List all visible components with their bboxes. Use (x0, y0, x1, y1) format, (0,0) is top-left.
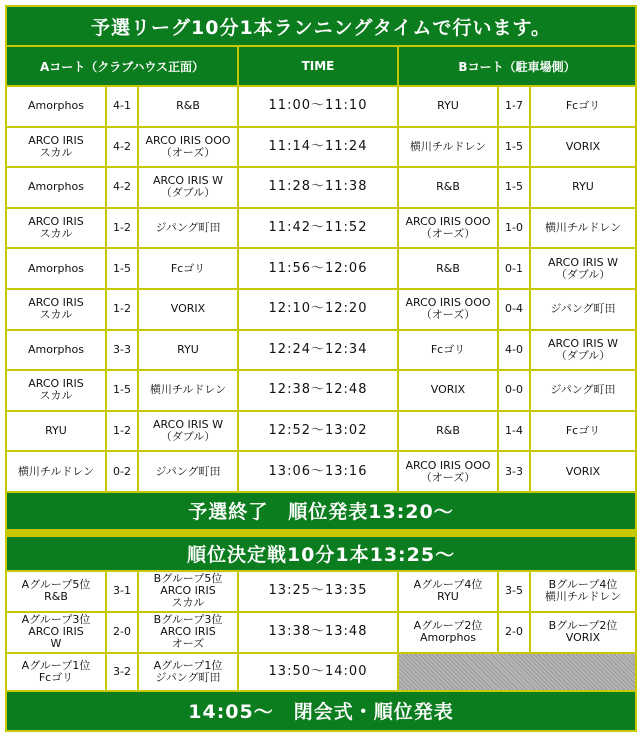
court-b-score: 3-3 (498, 451, 530, 492)
court-a-score: 1-5 (106, 370, 138, 411)
court-b-away-team-line: （ダブル） (555, 267, 611, 281)
court-a-score: 3-3 (106, 330, 138, 371)
court-a-home-team-line: Amorphos (28, 180, 84, 194)
court-a-away-team (138, 289, 238, 330)
court-b-home-team-line: （オーズ） (420, 227, 476, 241)
court-b-home-team (398, 248, 498, 289)
court-b-away-team-line: RYU (572, 180, 594, 194)
match-row (6, 451, 636, 492)
court-a-away-team-line: オーズ (171, 637, 205, 651)
court-a-away-team-line: スカル (171, 596, 205, 610)
match-row (6, 248, 636, 289)
court-b-away-team-line: 横川チルドレン (544, 590, 622, 604)
court-a-score: 1-2 (106, 208, 138, 249)
match-time: 11:28～11:38 (238, 167, 398, 208)
match-time: 13:50～14:00 (238, 653, 398, 691)
court-b-away-team-line: Bグループ2位 (548, 619, 618, 633)
court-a-home-team-line: 横川チルドレン (17, 464, 95, 478)
match-row (6, 411, 636, 452)
court-a-home-team-line: R&B (44, 590, 68, 604)
court-a-away-team (138, 451, 238, 492)
court-a-home-team-line: スカル (39, 145, 73, 159)
court-a-home-team (6, 571, 106, 612)
court-b-score: 0-4 (498, 289, 530, 330)
court-a-away-team-line: ジパング町田 (155, 464, 221, 478)
court-b-away-team (530, 208, 636, 249)
court-b-score: 1-7 (498, 86, 530, 127)
match-row (6, 208, 636, 249)
court-b-away-team-line: Fcゴリ (565, 99, 601, 113)
court-b-home-team (398, 167, 498, 208)
court-a-home-team-line: Amorphos (28, 99, 84, 113)
court-a-home-team-line: ARCO IRIS (28, 377, 84, 391)
court-a-home-team-line: Aグループ3位 (21, 613, 91, 627)
court-a-home-team-line: Aグループ5位 (21, 578, 91, 592)
court-a-home-team-line: スカル (39, 227, 73, 241)
court-a-away-team (138, 653, 238, 691)
court-b-home-team (398, 571, 498, 612)
court-a-home-team-line: Aグループ1位 (21, 658, 91, 672)
court-a-away-team-line: ARCO IRIS (160, 625, 216, 639)
court-b-score: 0-0 (498, 370, 530, 411)
match-time: 12:10～12:20 (238, 289, 398, 330)
court-a-home-team-line: ARCO IRIS (28, 625, 84, 639)
court-a-away-team-line: ARCO IRIS (160, 584, 216, 598)
match-row (6, 127, 636, 168)
court-b-home-team-line: R&B (436, 424, 460, 438)
court-a-away-team-line: ARCO IRIS W (153, 418, 223, 432)
court-b-home-team-line: 横川チルドレン (409, 139, 487, 153)
match-row (6, 167, 636, 208)
court-b-home-team-line: R&B (436, 261, 460, 275)
court-b-away-team-line: ジパング町田 (550, 383, 616, 397)
court-a-away-team-line: Aグループ1位 (153, 658, 223, 672)
court-b-home-team (398, 127, 498, 168)
court-a-away-team-line: （ダブル） (160, 430, 216, 444)
match-time: 13:06～13:16 (238, 451, 398, 492)
court-b-home-team-line: ARCO IRIS OOO (405, 215, 491, 229)
court-b-home-team-line: ARCO IRIS OOO (405, 458, 491, 472)
court-a-away-team (138, 612, 238, 653)
court-a-score: 4-2 (106, 167, 138, 208)
court-a-home-team (6, 167, 106, 208)
court-b-home-team (398, 451, 498, 492)
time-header: TIME (238, 46, 398, 86)
match-row (6, 653, 636, 691)
court-a-home-team-line: Amorphos (28, 261, 84, 275)
court-b-header: Bコート（駐車場側） (398, 46, 636, 86)
court-b-home-team-line: Aグループ2位 (413, 619, 483, 633)
court-b-home-team (398, 208, 498, 249)
court-a-home-team-line: Amorphos (28, 342, 84, 356)
court-a-home-team-line: RYU (45, 424, 67, 438)
court-a-home-team-line: ARCO IRIS (28, 296, 84, 310)
court-b-away-team (530, 571, 636, 612)
court-a-home-team (6, 612, 106, 653)
court-a-away-team (138, 571, 238, 612)
court-a-score: 2-0 (106, 612, 138, 653)
court-b-home-team-line: ARCO IRIS OOO (405, 296, 491, 310)
court-a-away-team-line: ARCO IRIS W (153, 174, 223, 188)
match-time: 13:38～13:48 (238, 612, 398, 653)
court-b-away-team (530, 370, 636, 411)
match-row (6, 86, 636, 127)
court-a-away-team (138, 208, 238, 249)
court-b-home-team-line: Aグループ4位 (413, 578, 483, 592)
court-b-score: 2-0 (498, 612, 530, 653)
court-b-away-team (530, 612, 636, 653)
court-b-home-team (398, 289, 498, 330)
match-time: 13:25～13:35 (238, 571, 398, 612)
court-a-away-team-line: 横川チルドレン (149, 383, 227, 397)
court-a-away-team-line: （ダブル） (160, 186, 216, 200)
court-b-score: 0-1 (498, 248, 530, 289)
court-a-score: 3-2 (106, 653, 138, 691)
court-a-away-team (138, 330, 238, 371)
court-b-home-team (398, 370, 498, 411)
court-a-away-team-line: Fcゴリ (170, 261, 206, 275)
closing-banner: 14:05～ 閉会式・順位発表 (6, 691, 636, 731)
court-b-home-team-line: Amorphos (420, 631, 476, 645)
court-a-home-team (6, 451, 106, 492)
court-b-away-team (530, 330, 636, 371)
court-a-home-team (6, 330, 106, 371)
court-a-away-team-line: Bグループ3位 (153, 613, 223, 627)
court-b-away-team-line: VORIX (565, 464, 601, 478)
court-b-score: 1-5 (498, 127, 530, 168)
court-b-home-team-line: （オーズ） (420, 308, 476, 322)
court-b-home-team-line: R&B (436, 180, 460, 194)
court-a-away-team-line: ARCO IRIS OOO (145, 133, 231, 147)
court-a-home-team-line: スカル (39, 389, 73, 403)
court-a-away-team-line: VORIX (170, 302, 206, 316)
court-b-away-team-line: VORIX (565, 139, 601, 153)
prelim-end-banner: 予選終了 順位発表13:20～ (6, 492, 636, 530)
court-a-home-team-line: ARCO IRIS (28, 215, 84, 229)
court-a-header: Aコート（クラブハウス正面） (6, 46, 238, 86)
title-banner: 予選リーグ10分1本ランニングタイムで行います。 (6, 6, 636, 46)
court-b-score: 4-0 (498, 330, 530, 371)
court-a-score: 1-2 (106, 411, 138, 452)
court-a-home-team (6, 411, 106, 452)
court-b-away-team (530, 289, 636, 330)
court-b-away-team-line: （ダブル） (555, 348, 611, 362)
court-b-away-team-line: 横川チルドレン (544, 221, 622, 235)
court-b-home-team-line: VORIX (430, 383, 466, 397)
court-b-score: 1-4 (498, 411, 530, 452)
court-a-away-team (138, 127, 238, 168)
match-time: 11:42～11:52 (238, 208, 398, 249)
court-a-home-team (6, 127, 106, 168)
court-a-home-team-line: Fcゴリ (38, 670, 74, 684)
court-a-home-team (6, 248, 106, 289)
court-a-away-team (138, 411, 238, 452)
court-b-home-team-line: Fcゴリ (430, 342, 466, 356)
match-row (6, 289, 636, 330)
court-b-away-team (530, 248, 636, 289)
court-a-score: 1-5 (106, 248, 138, 289)
match-time: 11:56～12:06 (238, 248, 398, 289)
court-b-home-team (398, 86, 498, 127)
court-a-away-team-line: RYU (177, 342, 199, 356)
court-b-score: 1-5 (498, 167, 530, 208)
court-b-away-team (530, 451, 636, 492)
match-time: 11:14～11:24 (238, 127, 398, 168)
court-b-away-team-line: VORIX (565, 631, 601, 645)
court-b-away-team-line: ARCO IRIS W (548, 255, 618, 269)
court-b-away-team (530, 127, 636, 168)
court-a-score: 0-2 (106, 451, 138, 492)
court-a-away-team-line: R&B (176, 99, 200, 113)
empty-slot (398, 653, 636, 691)
match-time: 12:24～12:34 (238, 330, 398, 371)
court-a-away-team (138, 248, 238, 289)
court-a-home-team-line: ARCO IRIS (28, 133, 84, 147)
court-b-home-team-line: （オーズ） (420, 470, 476, 484)
court-b-away-team (530, 411, 636, 452)
court-a-away-team (138, 167, 238, 208)
finals-title-banner: 順位決定戦10分1本13:25～ (6, 536, 636, 571)
court-a-home-team-line: W (50, 637, 62, 651)
court-a-score: 1-2 (106, 289, 138, 330)
court-b-home-team-line: RYU (437, 590, 459, 604)
match-time: 11:00～11:10 (238, 86, 398, 127)
court-b-away-team (530, 167, 636, 208)
court-a-home-team (6, 370, 106, 411)
court-a-away-team-line: ジパング町田 (155, 670, 221, 684)
court-b-home-team (398, 330, 498, 371)
court-a-away-team-line: Bグループ5位 (153, 572, 223, 586)
court-a-away-team (138, 86, 238, 127)
court-a-away-team-line: （オーズ） (160, 145, 216, 159)
court-b-home-team (398, 411, 498, 452)
match-time: 12:52～13:02 (238, 411, 398, 452)
court-a-home-team (6, 208, 106, 249)
match-time: 12:38～12:48 (238, 370, 398, 411)
court-b-away-team-line: Bグループ4位 (548, 578, 618, 592)
match-row (6, 612, 636, 653)
court-a-score: 4-1 (106, 86, 138, 127)
court-a-home-team-line: スカル (39, 308, 73, 322)
court-b-away-team-line: ジパング町田 (550, 302, 616, 316)
court-a-home-team (6, 653, 106, 691)
match-row (6, 370, 636, 411)
court-a-score: 3-1 (106, 571, 138, 612)
court-b-score: 3-5 (498, 571, 530, 612)
court-a-home-team (6, 86, 106, 127)
court-b-away-team (530, 86, 636, 127)
court-b-away-team-line: ARCO IRIS W (548, 336, 618, 350)
court-a-away-team (138, 370, 238, 411)
court-b-home-team (398, 612, 498, 653)
court-a-score: 4-2 (106, 127, 138, 168)
match-row (6, 571, 636, 612)
court-b-away-team-line: Fcゴリ (565, 424, 601, 438)
match-row (6, 330, 636, 371)
court-a-away-team-line: ジパング町田 (155, 221, 221, 235)
court-a-home-team (6, 289, 106, 330)
schedule-table (5, 5, 637, 732)
court-b-score: 1-0 (498, 208, 530, 249)
court-b-home-team-line: RYU (437, 99, 459, 113)
